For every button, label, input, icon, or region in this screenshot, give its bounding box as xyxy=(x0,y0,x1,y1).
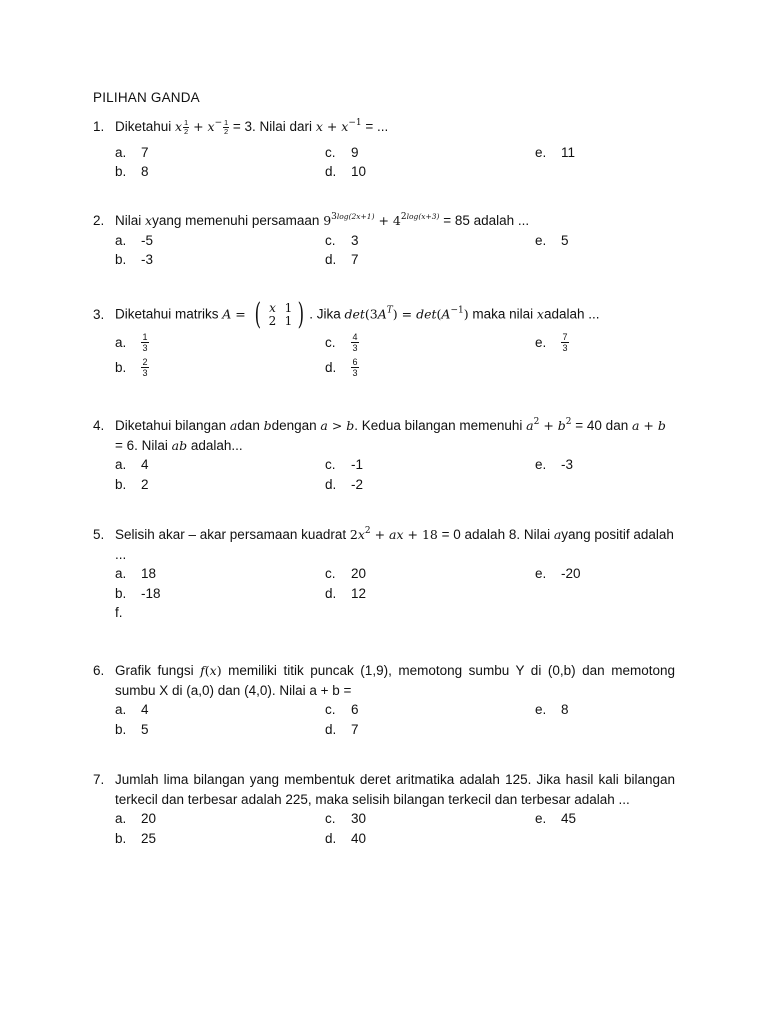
option-a[interactable]: a. $\frac{1}{3}$ xyxy=(115,332,148,353)
question-1 xyxy=(93,117,675,182)
question-6 xyxy=(93,661,675,739)
option-e[interactable]: e. $\frac{7}{3}$ xyxy=(535,332,568,353)
option-d[interactable]: d. $\frac{6}{3}$ xyxy=(325,357,358,378)
question-text: Selisih akar – akar persamaan kuadrat $2x^2$ + ax + 18 = 0 adalah 8. Nilai ayang positif adalah ... xyxy=(115,526,674,562)
option-d[interactable]: d. 10 xyxy=(325,164,367,179)
question-number: 7. xyxy=(93,772,105,787)
option-b[interactable]: b. -18 xyxy=(115,585,161,601)
options xyxy=(115,231,675,270)
option-c[interactable]: c. 3 xyxy=(325,232,359,248)
option-c[interactable]: c. $\frac{4}{3}$ xyxy=(325,332,358,353)
option-a[interactable]: a. 20 xyxy=(115,811,157,826)
option-d[interactable]: d. -2 xyxy=(325,476,364,492)
question-text: Jumlah lima bilangan yang membentuk deret aritmatika adalah 125. Jika hasil kali bilangan terkecil dan terbesar adalah 225, maka selisih bilangan terkecil dan terbesar adalah ... xyxy=(115,772,675,807)
option-b[interactable]: b. 5 xyxy=(115,721,149,737)
question-5 xyxy=(93,525,675,623)
question-number: 2. xyxy=(93,213,105,228)
option-c[interactable]: c. 20 xyxy=(325,566,367,581)
option-e[interactable]: e. 8 xyxy=(535,702,569,717)
options xyxy=(115,564,675,623)
question-number: 3. xyxy=(93,307,105,323)
option-e[interactable]: e. 45 xyxy=(535,811,577,826)
option-c[interactable]: c. -1 xyxy=(325,457,364,472)
question-text: Nilai xyang memenuhi persamaan $9^{3log(2x+1)} + 4^{2log(x+3)} = 85$ adalah ... xyxy=(115,212,530,228)
question-2 xyxy=(93,211,675,270)
option-c[interactable]: c. 6 xyxy=(325,702,359,717)
option-a[interactable]: a. 4 xyxy=(115,457,149,472)
question-text: Grafik fungsi f(x) memiliki titik puncak (1,9), memotong sumbu Y di (0,b) dan memotong sumbu X di (a,0) dan (4,0). Nilai a + b = xyxy=(115,663,676,698)
option-d[interactable]: d. 12 xyxy=(325,585,367,601)
option-a[interactable]: a. 4 xyxy=(115,702,149,717)
option-b[interactable]: b. $\frac{2}{3}$ xyxy=(115,357,148,378)
question-text: Diketahui matriks A = ( x 1 2 1 ) . Jika $\det(3A^T) = \det(A^{-1})$ maka nilai xadalah ... xyxy=(115,297,600,332)
question-text: Diketahui x $\frac{1}{2}$ + x− $\frac{1}{2}$ = 3. Nilai dari $x + x^{-1}$ = ... xyxy=(115,118,389,136)
option-d[interactable]: d. 7 xyxy=(325,252,359,267)
option-a[interactable]: a. 18 xyxy=(115,566,157,581)
question-4 xyxy=(93,416,675,494)
options xyxy=(115,332,675,378)
option-e[interactable]: e. -20 xyxy=(535,566,581,581)
option-a[interactable]: a. -5 xyxy=(115,232,154,248)
question-number: 4. xyxy=(93,418,105,433)
option-b[interactable]: b. -3 xyxy=(115,252,154,267)
option-c[interactable]: c. 30 xyxy=(325,811,367,826)
matrix-a: ( x 1 2 1 ) xyxy=(254,297,305,332)
option-e[interactable]: e. 5 xyxy=(535,232,569,248)
question-3 xyxy=(93,297,675,378)
option-b[interactable]: b. 2 xyxy=(115,476,149,492)
option-c[interactable]: c. 9 xyxy=(325,144,359,160)
options xyxy=(115,455,675,494)
question-number: 6. xyxy=(93,663,105,678)
option-b[interactable]: b. 25 xyxy=(115,830,157,846)
question-number: 1. xyxy=(93,119,105,134)
option-d[interactable]: d. 40 xyxy=(325,830,367,846)
options xyxy=(115,809,675,848)
option-a[interactable]: a. 7 xyxy=(115,144,149,160)
options xyxy=(115,700,675,739)
options xyxy=(115,143,675,182)
question-text: Diketahui bilangan adan bdengan a > b. Kedua bilangan memenuhi $a^2 + b^2 = 40$ dan a + b = 6. Nilai ab adalah... xyxy=(115,417,666,453)
option-e[interactable]: e. 11 xyxy=(535,144,576,160)
section-title: PILIHAN GANDA xyxy=(93,90,200,105)
option-e[interactable]: e. -3 xyxy=(535,457,574,472)
option-d[interactable]: d. 7 xyxy=(325,721,359,737)
option-b[interactable]: b. 8 xyxy=(115,164,149,179)
option-f[interactable]: f. xyxy=(115,605,123,620)
question-7 xyxy=(93,770,675,848)
question-number: 5. xyxy=(93,527,105,542)
